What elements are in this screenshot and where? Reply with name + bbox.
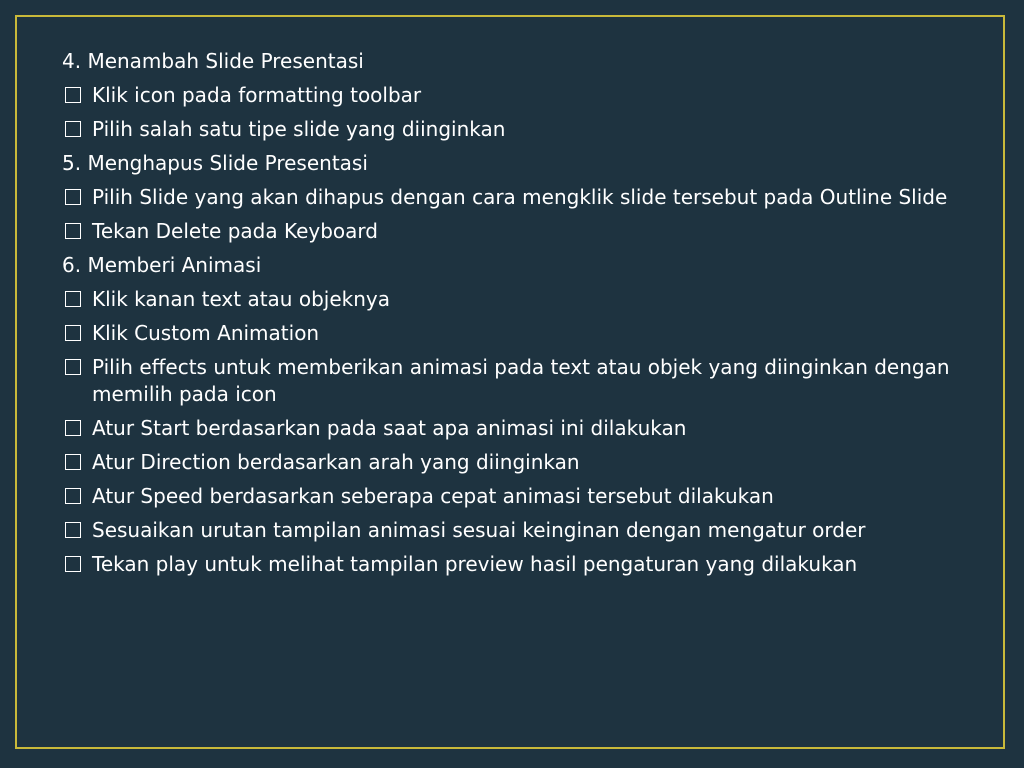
list-item xyxy=(62,354,962,408)
list-item xyxy=(62,415,962,442)
checkbox-bullet-icon xyxy=(65,454,81,470)
section-heading-memberi-animasi: 6. Memberi Animasi xyxy=(62,253,262,277)
list-item-text: Atur Direction berdasarkan arah yang diinginkan xyxy=(92,450,580,474)
list-item xyxy=(62,82,962,109)
list-item-text: Tekan Delete pada Keyboard xyxy=(92,219,378,243)
checkbox-bullet-icon xyxy=(65,121,81,137)
list-item xyxy=(62,116,962,143)
list-item xyxy=(62,449,962,476)
checkbox-bullet-icon xyxy=(65,522,81,538)
slide-content xyxy=(62,48,962,585)
checkbox-bullet-icon xyxy=(65,189,81,205)
checkbox-bullet-icon xyxy=(65,87,81,103)
list-item xyxy=(62,286,962,313)
section-heading-menambah-slide: 4. Menambah Slide Presentasi xyxy=(62,49,364,73)
list-item-text: Atur Start berdasarkan pada saat apa animasi ini dilakukan xyxy=(92,416,687,440)
list-item-text: Klik Custom Animation xyxy=(92,321,320,345)
list-item xyxy=(62,320,962,347)
checkbox-bullet-icon xyxy=(65,488,81,504)
list-item-text: Klik icon pada formatting toolbar xyxy=(92,83,422,107)
list-item xyxy=(62,184,962,211)
list-item xyxy=(62,551,962,578)
checkbox-bullet-icon xyxy=(65,556,81,572)
list-item xyxy=(62,218,962,245)
list-item-text: Pilih Slide yang akan dihapus dengan cara mengklik slide tersebut pada Outline Slide xyxy=(92,185,948,209)
checkbox-bullet-icon xyxy=(65,325,81,341)
list-item xyxy=(62,517,962,544)
list-item-text: Atur Speed berdasarkan seberapa cepat animasi tersebut dilakukan xyxy=(92,484,774,508)
section-heading-menghapus-slide: 5. Menghapus Slide Presentasi xyxy=(62,151,368,175)
checkbox-bullet-icon xyxy=(65,223,81,239)
list-item-text: Tekan play untuk melihat tampilan preview hasil pengaturan yang dilakukan xyxy=(92,552,858,576)
checkbox-bullet-icon xyxy=(65,291,81,307)
checkbox-bullet-icon xyxy=(65,420,81,436)
list-item-text: Sesuaikan urutan tampilan animasi sesuai keinginan dengan mengatur order xyxy=(92,518,866,542)
checkbox-bullet-icon xyxy=(65,359,81,375)
list-item xyxy=(62,483,962,510)
list-item-text: Klik kanan text atau objeknya xyxy=(92,287,390,311)
list-item-text: Pilih effects untuk memberikan animasi pada text atau objek yang diinginkan dengan memilih pada icon xyxy=(92,355,950,406)
list-item-text: Pilih salah satu tipe slide yang diinginkan xyxy=(92,117,506,141)
